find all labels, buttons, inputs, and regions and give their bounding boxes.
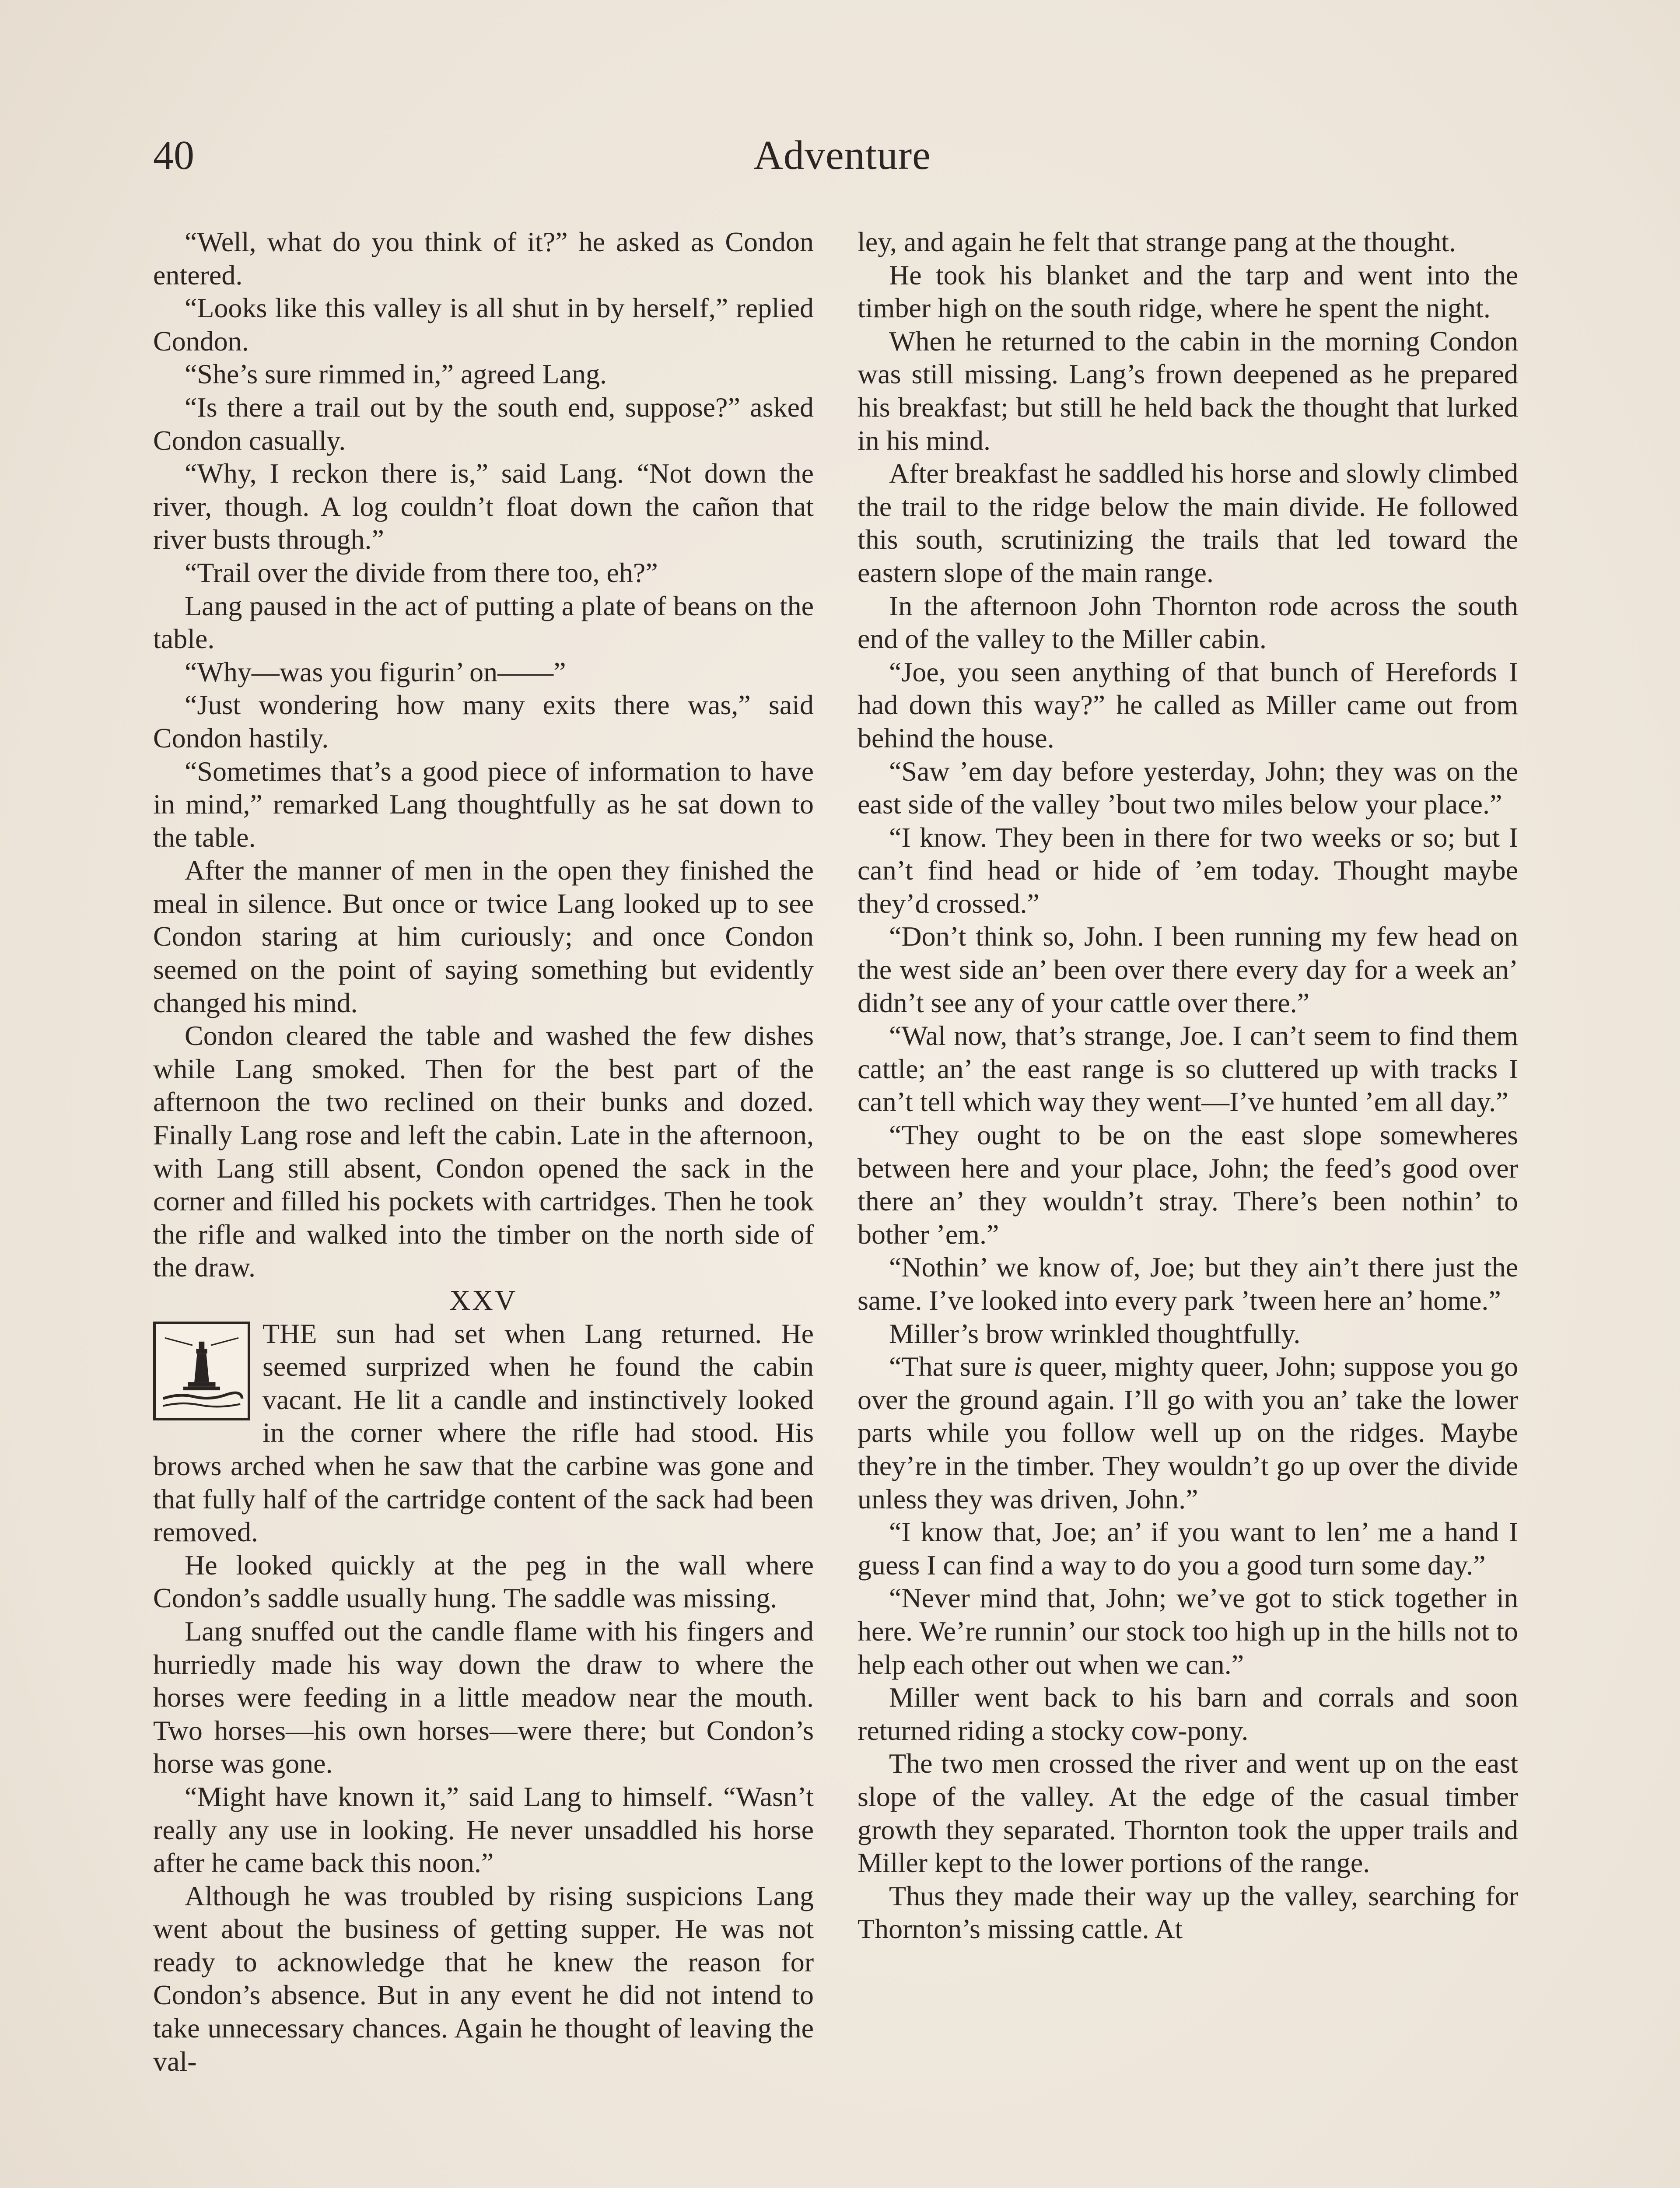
paragraph: “Nothin’ we know of, Joe; but they ain’t there just the same. I’ve looked into every park ’tween here an’ home.” <box>858 1252 1518 1316</box>
paragraph: The two men crossed the river and went up on the east slope of the valley. At the edge of the casual timber growth they separated. Thornton took the upper trails and Miller kept to the lower portions of the range. <box>858 1748 1518 1879</box>
paragraph: “She’s sure rimmed in,” agreed Lang. <box>185 358 607 390</box>
paragraph: “I know that, Joe; an’ if you want to len’ me a hand I guess I can find a way to do you a good turn some day.” <box>858 1516 1518 1581</box>
paragraph: “Why—was you figurin’ on——” <box>185 656 566 687</box>
paragraph: “Well, what do you think of it?” he asked as Condon entered. <box>153 226 814 291</box>
paragraph: “Just wondering how many exits there was,” said Condon hastily. <box>153 689 814 754</box>
paragraph: “Trail over the divide from there too, eh?” <box>185 557 658 588</box>
paragraph: Condon cleared the table and washed the few dishes while Lang smoked. Then for the best part of the afternoon the two reclined on their bunks and dozed. Finally Lang rose and left the cabin. Late in the afternoon, with Lang still absent, Condon opened the sack in the corner and filled his pockets with cartridges. Then he took the rifle and walked into the timber on the north side of the draw. <box>153 1020 814 1283</box>
paragraph: Although he was troubled by rising suspicions Lang went about the business of getting supper. He was not ready to acknowledge that he knew the reason for Condon’s absence. But in any event he did not intend to take unnecessary chances. Again he thought of leaving the val- <box>153 1880 814 2077</box>
paragraph: Thus they made their way up the valley, searching for Thornton’s missing cattle. At <box>858 1880 1518 1945</box>
paragraph: “Saw ’em day before yesterday, John; they was on the east side of the valley ’bout two miles below your place.” <box>858 755 1518 820</box>
paragraph: “Wal now, that’s strange, Joe. I can’t seem to find them cattle; an’ the east range is so cluttered up with tracks I can’t tell which way they went—I’ve hunted ’em all day.” <box>858 1020 1518 1118</box>
paragraph: “Joe, you seen anything of that bunch of Herefords I had down this way?” he called as Miller came out from behind the house. <box>858 656 1518 754</box>
page-number: 40 <box>153 133 194 178</box>
paragraph: When he returned to the cabin in the morning Condon was still missing. Lang’s frown deepened as he prepared his breakfast; but still he held back the thought that lurked in his mind. <box>858 325 1518 456</box>
paragraph: “Never mind that, John; we’ve got to stick together in here. We’re runnin’ our stock too high up in the hills not to help each other out when we can.” <box>858 1582 1518 1680</box>
paragraph: He took his blanket and the tarp and went into the timber high on the south ridge, where he spent the night. <box>858 259 1518 324</box>
paragraph: “They ought to be on the east slope somewheres between here and your place, John; the feed’s good over there an’ they wouldn’t stray. There’s been nothin’ to bother ’em.” <box>858 1119 1518 1250</box>
paragraph: After breakfast he saddled his horse and slowly climbed the trail to the ridge below the main divide. He followed this south, scrutinizing the trails that led toward the eastern slope of the main range. <box>858 458 1518 588</box>
magazine-title: Adventure <box>753 133 931 178</box>
decorative-dropcap-icon <box>153 1322 250 1420</box>
emphasis-word: is <box>1013 1351 1032 1382</box>
left-column <box>153 225 814 2078</box>
paragraph: “Don’t think so, John. I been running my few head on the west side an’ been over there every day for a week an’ didn’t see any of your cattle over there.” <box>858 921 1518 1018</box>
paragraph: “Might have known it,” said Lang to himself. “Wasn’t really any use in looking. He never unsaddled his horse after he came back this noon.” <box>153 1781 814 1879</box>
right-column-paragraphs <box>858 259 1518 1350</box>
paragraph: “Why, I reckon there is,” said Lang. “Not down the river, though. A log couldn’t float down the cañon that river busts through.” <box>153 458 814 555</box>
page-header <box>153 129 1531 182</box>
paragraph: Miller went back to his barn and corrals and soon returned riding a stocky cow-pony. <box>858 1682 1518 1746</box>
paragraph: “Is there a trail out by the south end, suppose?” asked Condon casually. <box>153 391 814 456</box>
lighthouse-icon <box>156 1324 248 1418</box>
left-column-paragraphs <box>153 225 814 1284</box>
paragraph: “Looks like this valley is all shut in by herself,” replied Condon. <box>153 292 814 357</box>
paragraph: In the afternoon John Thornton rode across the south end of the valley to the Miller cabin. <box>858 590 1518 655</box>
paragraph: After the manner of men in the open they finished the meal in silence. But once or twice Lang looked up to see Condon staring at him curiously; and once Condon seemed on the point of saying something but evidently changed his mind. <box>153 855 814 1018</box>
paragraph: Miller’s brow wrinkled thoughtfully. <box>889 1318 1301 1349</box>
emphasis-before: “That sure <box>889 1351 1014 1382</box>
paragraph: Lang snuffed out the candle flame with his fingers and hurriedly made his way down the draw to where the horses were feeding in a little meadow near the mouth. Two horses—his own horses—were there; but Condon’s horse was gone. <box>153 1615 814 1779</box>
paragraph: “I know. They been in there for two weeks or so; but I can’t find head or hide of ’em today. Thought maybe they’d crossed.” <box>858 821 1518 919</box>
paragraph: “Sometimes that’s a good piece of information to have in mind,” remarked Lang thoughtfully as he sat down to the table. <box>153 755 814 853</box>
emphasis-paragraph <box>858 1350 1518 1515</box>
section-first-paragraph-text: THE sun had set when Lang returned. He seemed surprized when he found the cabin vacant. He lit a candle and instinctively looked in the corner where the rifle had stood. His brows arched when he saw that the carbine was gone and that fully half of the cartridge content of the sack had been removed. <box>153 1318 814 1548</box>
continued-paragraph: ley, and again he felt that strange pang at the thought. <box>858 226 1456 257</box>
emphasis-after: queer, mighty queer, John; suppose you go over the ground again. I’ll go with you an’ take the lower parts while you follow well up on the ridges. Maybe they’re in the timber. They wouldn’t go up over the divide unless they was driven, John.” <box>858 1351 1519 1515</box>
right-column-end-paragraphs <box>858 1515 1518 1946</box>
paragraph: Lang paused in the act of putting a plate of beans on the table. <box>153 590 814 655</box>
section-first-paragraph <box>153 1317 814 1549</box>
paragraph: He looked quickly at the peg in the wall where Condon’s saddle usually hung. The saddle was missing. <box>153 1549 814 1614</box>
section-paragraphs <box>153 1549 814 2078</box>
right-column <box>858 225 1518 1946</box>
section-heading: XXV <box>449 1284 518 1316</box>
